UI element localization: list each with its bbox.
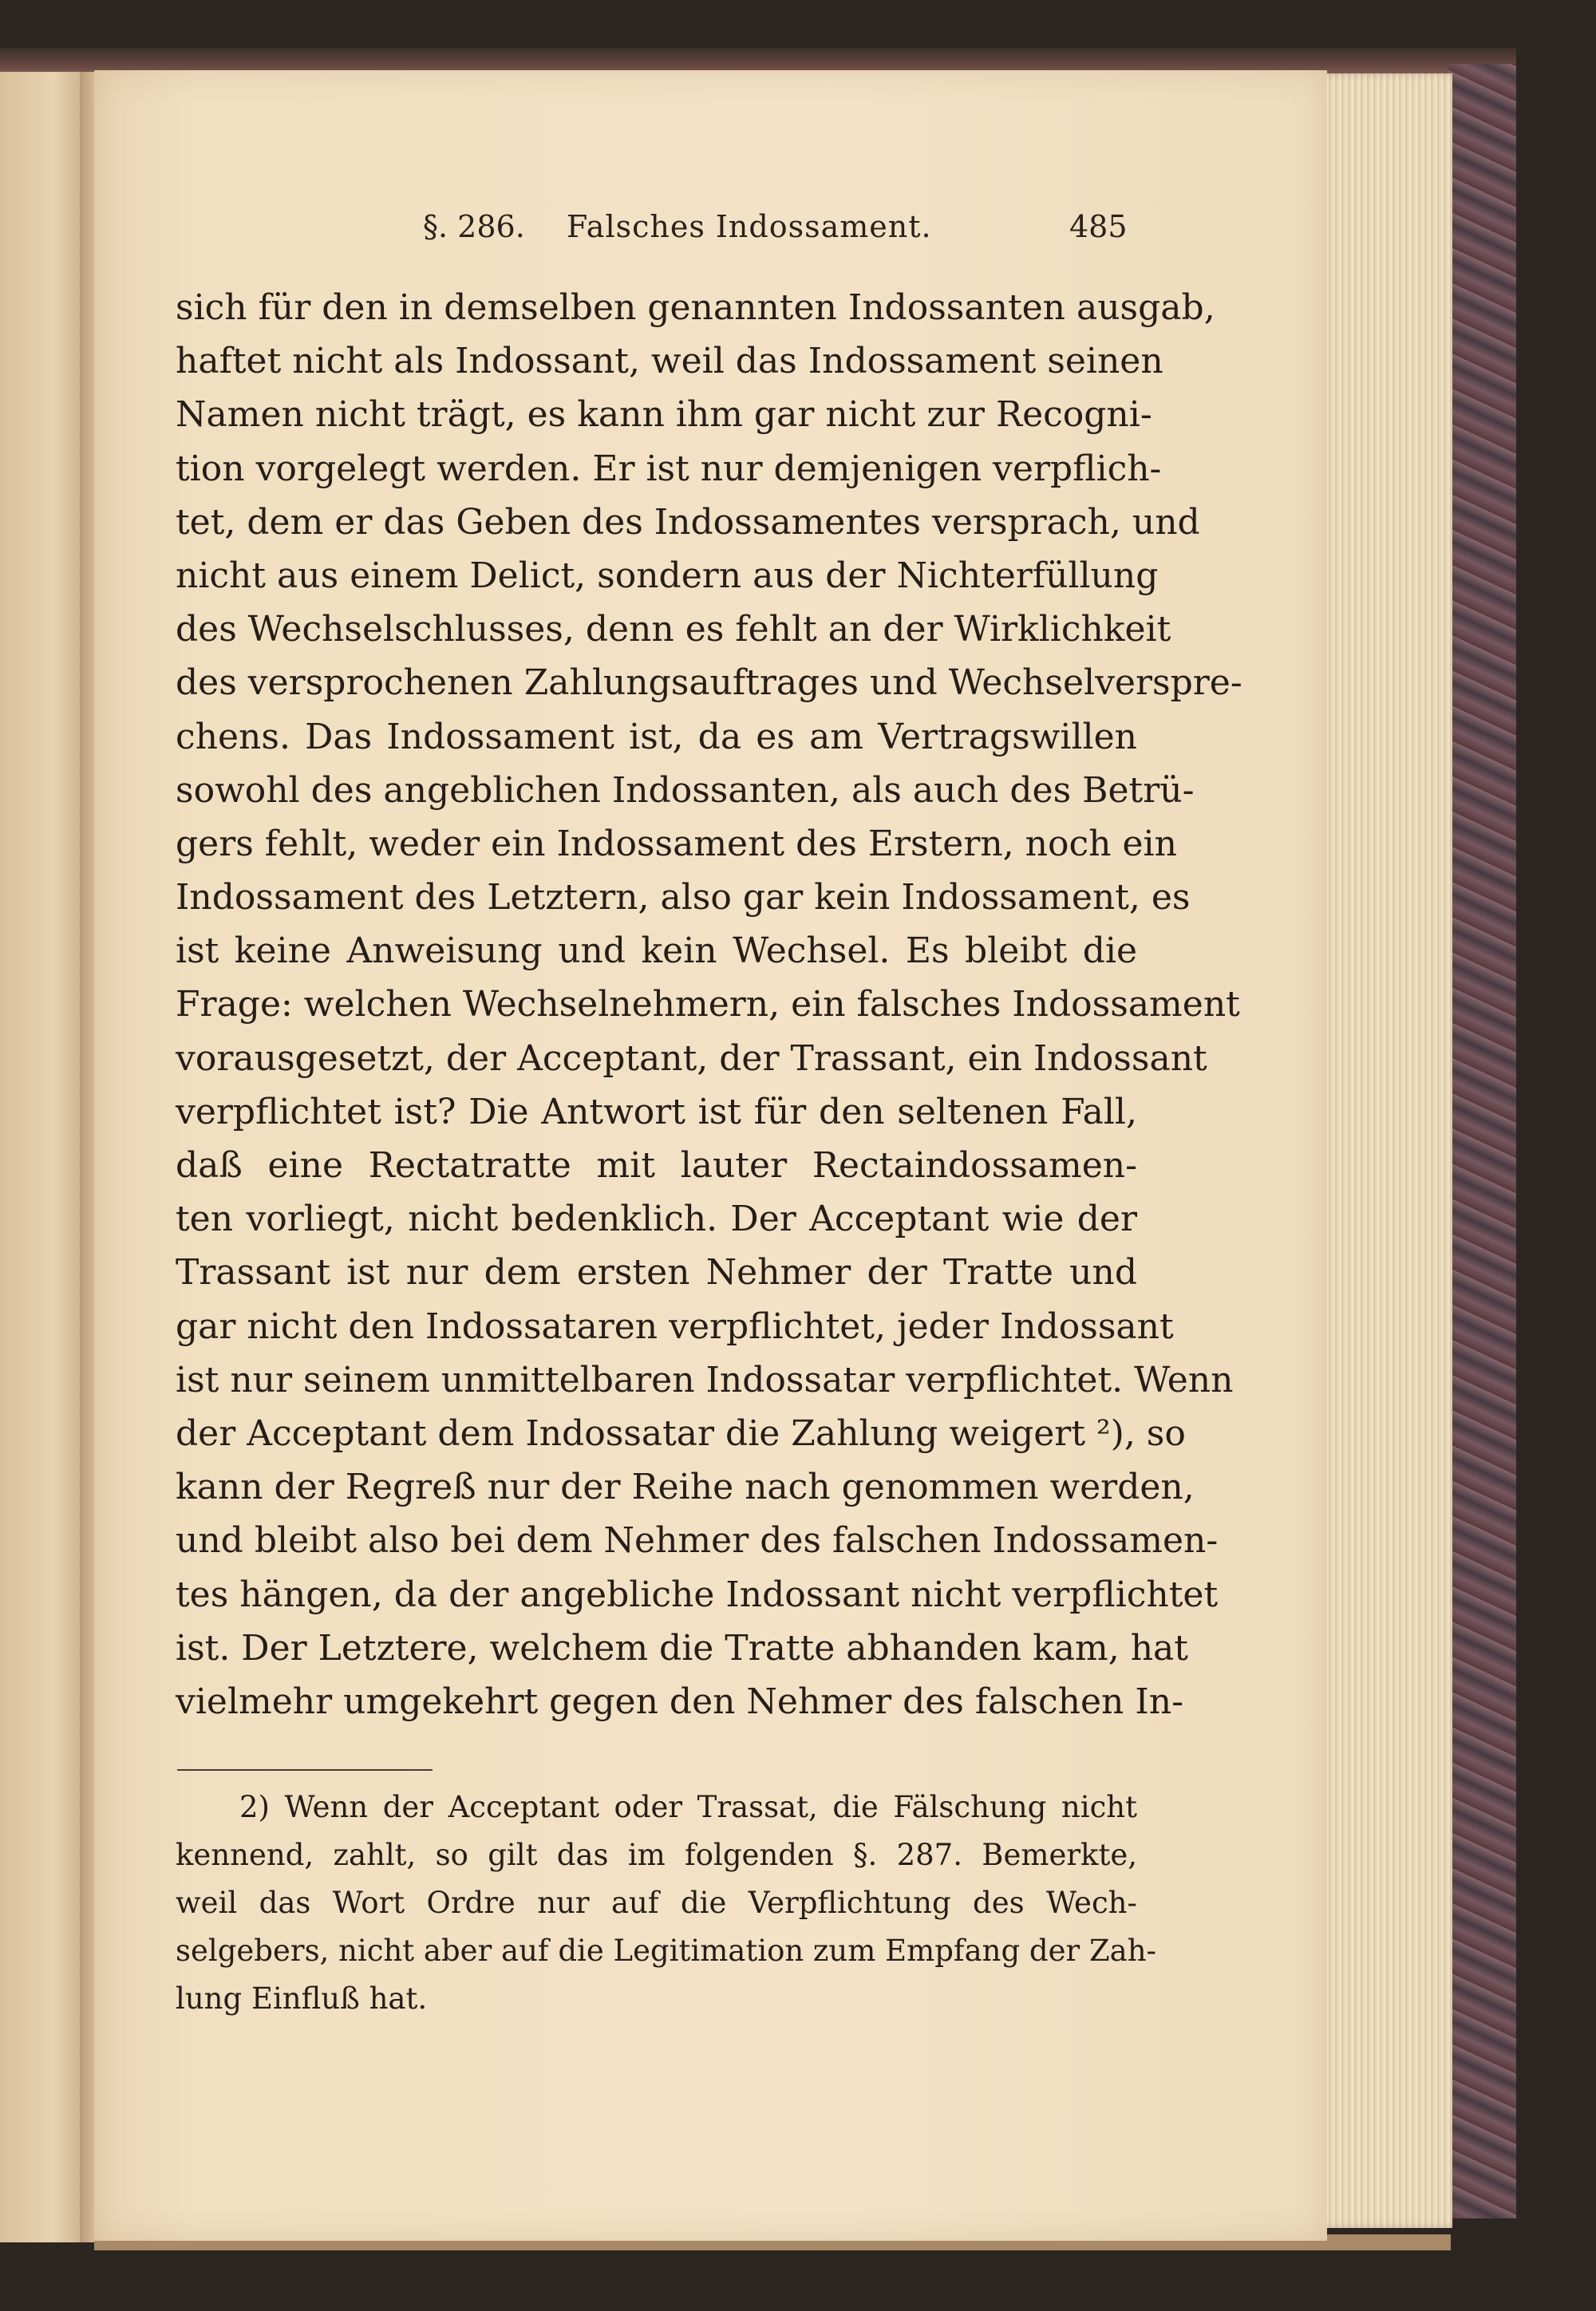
text-line: tion vorgelegt werden. Er ist nur demjenigen verpflich- <box>176 448 1162 489</box>
text-line: sich für den in demselben genannten Indossanten ausgab, <box>176 287 1215 328</box>
text-line: verpflichtet ist? Die Antwort ist für den seltenen Fall, <box>176 1091 1137 1132</box>
section-title: Falsches Indossament. <box>567 209 932 244</box>
text-line: vielmehr umgekehrt gegen den Nehmer des falschen In- <box>176 1681 1183 1722</box>
text-line: ist nur seinem unmittelbaren Indossatar verpflichtet. Wenn <box>176 1359 1234 1400</box>
text-line: der Acceptant dem Indossatar die Zahlung weigert ²), so <box>176 1412 1186 1454</box>
text-line: Frage: welchen Wechselnehmern, ein falsches Indossament <box>176 984 1240 1025</box>
running-header <box>423 209 1141 257</box>
text-line: ten vorliegt, nicht bedenklich. Der Acceptant wie der <box>176 1199 1137 1240</box>
footnote-line: lung Einfluß hat. <box>176 1981 428 2016</box>
text-line: und bleibt also bei dem Nehmer des falschen Indossamen- <box>176 1520 1219 1562</box>
text-line: chens. Das Indossament ist, da es am Vertragswillen <box>176 716 1137 757</box>
marbled-cover-edge <box>1448 64 1516 2218</box>
text-line: Namen nicht trägt, es kann ihm gar nicht zur Recogni- <box>176 394 1152 436</box>
text-line: kann der Regreß nur der Reihe nach genommen werden, <box>176 1467 1195 1508</box>
text-line: gers fehlt, weder ein Indossament des Erstern, noch ein <box>176 823 1177 864</box>
footnote-line: weil das Wort Ordre nur auf die Verpflichtung des Wech- <box>176 1886 1137 1920</box>
text-line: haftet nicht als Indossant, weil das Indossament seinen <box>176 341 1163 382</box>
body-text <box>176 281 1242 1728</box>
page-block-edges <box>1313 73 1452 2228</box>
text-line: des versprochenen Zahlungsauftrages und Wechselverspre- <box>176 662 1242 704</box>
text-line: tet, dem er das Geben des Indossamentes versprach, und <box>176 501 1200 543</box>
text-line: tes hängen, da der angebliche Indossant nicht verpflichtet <box>176 1574 1219 1615</box>
text-line: ist keine Anweisung und kein Wechsel. Es bleibt die <box>176 930 1137 972</box>
footnote-line: selgebers, nicht aber auf die Legitimation zum Empfang der Zah- <box>176 1934 1157 1968</box>
text-line: sowohl des angeblichen Indossanten, als auch des Betrü- <box>176 769 1195 811</box>
page-number: 485 <box>1069 209 1128 244</box>
section-number: §. 286. <box>423 209 525 244</box>
text-line: ist. Der Letztere, welchem die Tratte abhanden kam, hat <box>176 1627 1188 1669</box>
footnote-line: 2) Wenn der Acceptant oder Trassat, die Fälschung nicht <box>239 1790 1137 1824</box>
facing-page-edge <box>0 72 89 2242</box>
text-line: Indossament des Letztern, also gar kein Indossament, es <box>176 877 1191 918</box>
text-line: vorausgesetzt, der Acceptant, der Trassant, ein Indossant <box>176 1037 1207 1079</box>
text-line: Trassant ist nur dem ersten Nehmer der Tratte und <box>176 1252 1137 1294</box>
footnote-line: kennend, zahlt, so gilt das im folgenden §. 287. Bemerkte, <box>176 1838 1137 1872</box>
text-line: des Wechselschlusses, denn es fehlt an der Wirklichkeit <box>176 609 1171 650</box>
text-line: nicht aus einem Delict, sondern aus der Nichterfüllung <box>176 555 1159 596</box>
footnote <box>176 1784 1157 2023</box>
text-line: daß eine Rectatratte mit lauter Rectaindossamen- <box>176 1145 1137 1186</box>
text-line: gar nicht den Indossataren verpflichtet, jeder Indossant <box>176 1306 1174 1347</box>
footnote-divider <box>177 1769 433 1771</box>
